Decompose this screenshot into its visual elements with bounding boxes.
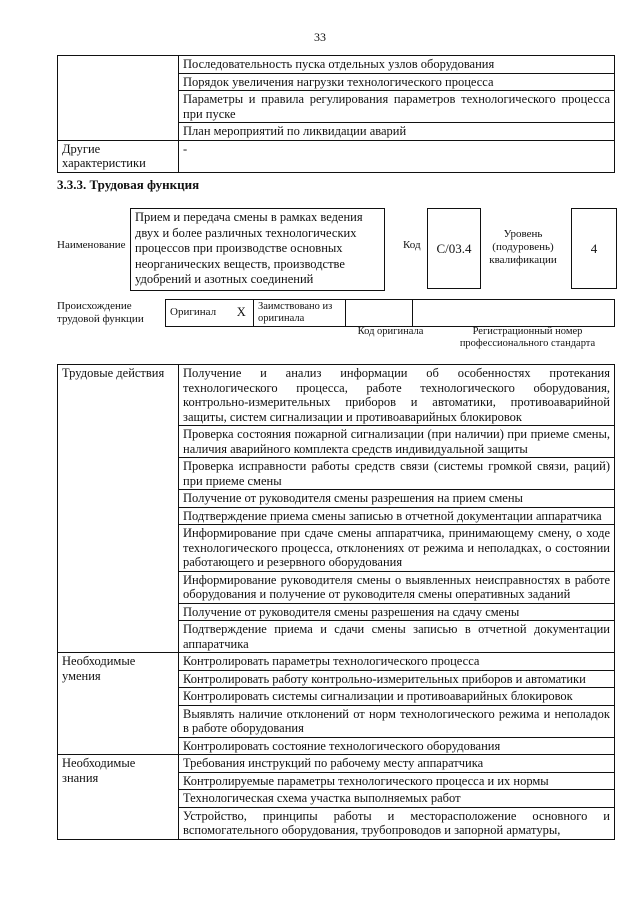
row-label: Другие характеристики xyxy=(58,140,179,172)
level-value: 4 xyxy=(571,208,617,289)
level-label: Уровень (подуровень) квалификации xyxy=(489,228,557,266)
cell: Контролировать параметры технологического процесса xyxy=(179,653,615,671)
cell: Проверка состояния пожарной сигнализации (при наличии) при приеме смены, наличия аварийного комплекта средств индивидуальной защиты xyxy=(179,426,615,458)
cell: Контролировать состояние технологического оборудования xyxy=(179,737,615,755)
cell: Порядок увеличения нагрузки технологического процесса xyxy=(179,73,615,91)
code-original-cell xyxy=(346,300,413,327)
cell: Устройство, принципы работы и месторасположение основного и вспомогательного оборудования, трубопроводов и запорной арматуры, xyxy=(179,807,615,839)
cell: Информирование при сдаче смены аппаратчика, принимающему смену, о ходе технологического процесса, отклонениях от режима и неполадках, о состоянии работающего и резервного оборудования xyxy=(179,525,615,572)
cell: Последовательность пуска отдельных узлов оборудования xyxy=(179,56,615,74)
group-label: Трудовые действия xyxy=(58,365,179,653)
borrowed-label: Заимствовано из оригинала xyxy=(254,300,346,327)
group-label: Необходимые знания xyxy=(58,755,179,840)
origin-label: Происхождение трудовой функции xyxy=(57,300,144,325)
cell: Информирование руководителя смены о выявленных неисправностях в работе оборудования и получение от руководителя смены оперативных заданий xyxy=(179,571,615,603)
page-number: 33 xyxy=(314,30,326,44)
table-row xyxy=(58,365,615,426)
top-table xyxy=(57,55,615,173)
cell: Контролировать системы сигнализации и противоаварийных блокировок xyxy=(179,688,615,706)
name-label: Наименование xyxy=(57,239,126,251)
cell: Получение и анализ информации об особенностях протекания технологического процесса, работе технологического оборудования, контрольно-измерительных приборов и автоматики, противоаварийной защиты, систем сигнализации и противоаварийных блокировок xyxy=(179,365,615,426)
cell: Подтверждение приема смены записью в отчетной документации аппаратчика xyxy=(179,507,615,525)
function-name: Прием и передача смены в рамках ведения двух и более различных технологических процессов при производстве основных неорганических веществ, производстве удобрений и азотных соединений xyxy=(130,208,385,291)
code-label: Код xyxy=(403,239,421,251)
reg-caption: Регистрационный номер профессионального стандарта xyxy=(459,326,596,349)
table-row xyxy=(58,140,615,172)
table-row xyxy=(166,300,615,327)
cell: Выявлять наличие отклонений от норм технологического режима и неполадок в работе оборудования xyxy=(179,705,615,737)
table-row xyxy=(58,56,615,74)
cell: - xyxy=(179,140,615,172)
section-heading: 3.3.3. Трудовая функция xyxy=(57,177,200,192)
cell: Получение от руководителя смены разрешения на прием смены xyxy=(179,490,615,508)
cell: Получение от руководителя смены разрешения на сдачу смены xyxy=(179,603,615,621)
original-mark: X xyxy=(230,300,254,327)
original-label: Оригинал xyxy=(166,300,230,327)
cell: Контролируемые параметры технологического процесса и их нормы xyxy=(179,772,615,790)
main-table xyxy=(57,364,615,840)
code-value: С/03.4 xyxy=(427,208,481,289)
cell: Требования инструкций по рабочему месту аппаратчика xyxy=(179,755,615,773)
table-row xyxy=(58,653,615,671)
cell: Проверка исправности работы средств связи (системы громкой связи, раций) при приеме смены xyxy=(179,458,615,490)
cell: Параметры и правила регулирования параметров технологического процесса при пуске xyxy=(179,91,615,123)
table-row xyxy=(58,755,615,773)
cell: Подтверждение приема и сдачи смены записью в отчетной документации аппаратчика xyxy=(179,621,615,653)
cell: Технологическая схема участка выполняемых работ xyxy=(179,790,615,808)
cell: Контролировать работу контрольно-измерительных приборов и автоматики xyxy=(179,670,615,688)
reg-number-cell xyxy=(413,300,615,327)
group-label: Необходимые умения xyxy=(58,653,179,755)
code-caption: Код оригинала xyxy=(357,326,424,337)
origin-table xyxy=(165,299,615,327)
cell: План мероприятий по ликвидации аварий xyxy=(179,123,615,141)
row-label xyxy=(58,56,179,141)
